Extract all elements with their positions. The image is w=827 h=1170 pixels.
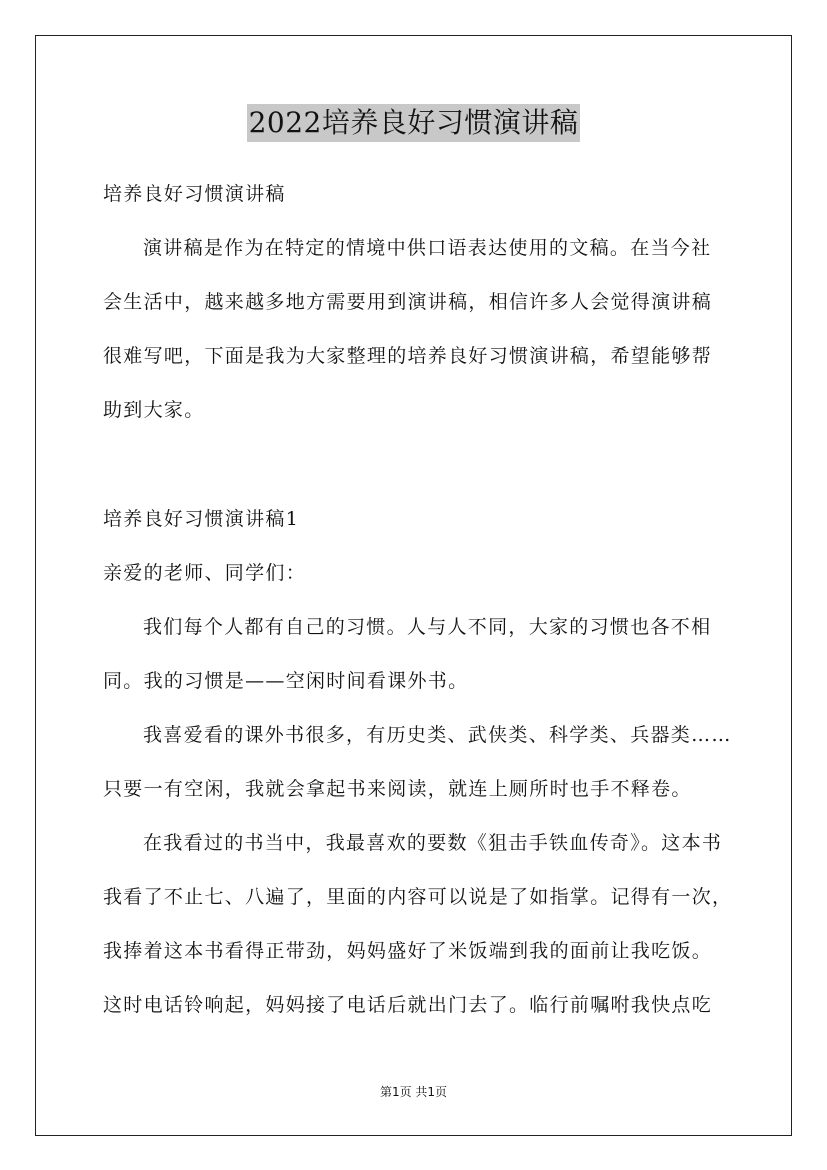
body-line: 我喜爱看的课外书很多，有历史类、武侠类、科学类、兵器类…… [143, 724, 732, 746]
document-title: 2022培养良好习惯演讲稿 [247, 104, 581, 142]
body-line: 同。我的习惯是——空闲时间看课外书。 [103, 670, 469, 692]
intro-line: 演讲稿是作为在特定的情境中供口语表达使用的文稿。在当今社 [143, 237, 712, 259]
body-line: 我们每个人都有自己的习惯。人与人不同，大家的习惯也各不相 [143, 616, 712, 638]
salutation: 亲爱的老师、同学们： [103, 562, 307, 584]
body-line: 只要一有空闲，我就会拿起书来阅读，就连上厕所时也手不释卷。 [103, 778, 692, 800]
body-line: 在我看过的书当中，我最喜欢的要数《狙击手铁血传奇》。这本书 [143, 832, 723, 854]
subtitle: 培养良好习惯演讲稿 [103, 183, 286, 205]
section-heading: 培养良好习惯演讲稿1 [103, 508, 300, 530]
body-line: 这时电话铃响起，妈妈接了电话后就出门去了。临行前嘱咐我快点吃 [103, 994, 713, 1016]
intro-line: 助到大家。 [103, 399, 205, 421]
page-footer: 第1页 共1页 [379, 1085, 448, 1099]
intro-line: 会生活中，越来越多地方需要用到演讲稿，相信许多人会觉得演讲稿 [103, 291, 713, 313]
body-line: 我看了不止七、八遍了，里面的内容可以说是了如指掌。记得有一次， [103, 886, 733, 908]
title-wrap [0, 104, 827, 142]
intro-line: 很难写吧，下面是我为大家整理的培养良好习惯演讲稿，希望能够帮 [103, 345, 713, 367]
body-line: 我捧着这本书看得正带劲，妈妈盛好了米饭端到我的面前让我吃饭。 [103, 940, 713, 962]
